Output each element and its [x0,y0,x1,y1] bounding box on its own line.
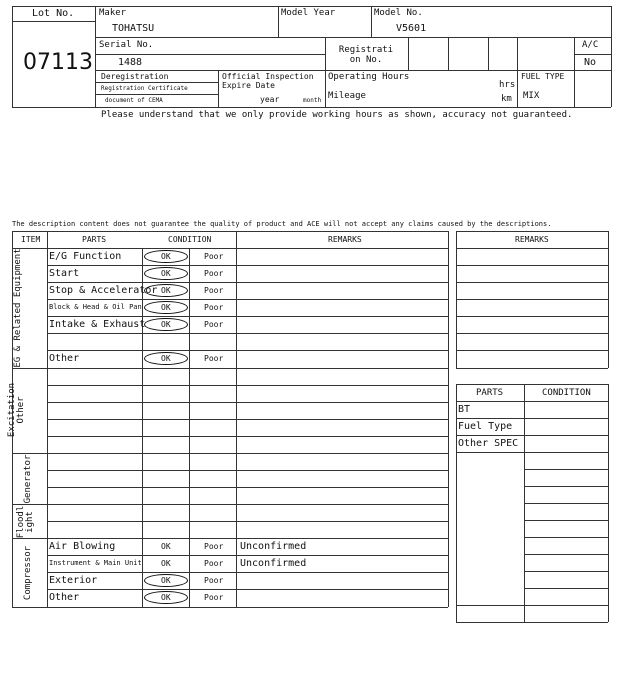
right-remarks-title: REMARKS [515,235,549,244]
serial-label: Serial No. [99,40,154,50]
maker-value: TOHATSU [112,23,155,34]
col-condition: CONDITION [168,235,212,244]
hrs-label: hrs [499,80,516,90]
right-col-parts: PARTS [476,388,504,398]
eg-part-3: Block & Head & Oil Pan [49,303,142,311]
comp-ok-2: OK [161,576,171,585]
eg-part-6: Other [49,353,80,364]
eg-part-4: Intake & Exhaust [49,319,146,330]
comp-remark-1: Unconfirmed [240,558,307,569]
ac-label: A/C [582,40,599,50]
eg-part-0: E/G Function [49,251,122,262]
comp-poor-1: Poor [204,559,224,568]
lot-number: 07113 [23,50,93,75]
comp-ok-1: OK [161,559,171,568]
eg-poor-6: Poor [204,354,224,363]
lot-label: Lot No. [32,8,75,19]
eg-ok-4: OK [161,320,171,329]
right-part-bt: BT [458,404,471,415]
comp-poor-2: Poor [204,576,224,585]
comp-remark-0: Unconfirmed [240,541,307,552]
mileage-label: Mileage [328,91,366,101]
right-col-condition: CONDITION [542,388,591,398]
fuel-type-value: MIX [523,91,540,101]
section-compressor: Compressor [23,545,33,601]
serial-value: 1488 [118,57,143,68]
maker-label: Maker [99,8,127,18]
comp-part-3: Other [49,592,80,603]
eg-ok-1: OK [161,269,171,278]
eg-poor-1: Poor [204,269,224,278]
km-label: km [501,94,512,104]
ac-value: No [584,57,597,68]
eg-poor-0: Poor [204,252,224,261]
eg-ok-6: OK [161,354,171,363]
comp-part-0: Air Blowing [49,541,116,552]
eg-part-2: Stop & Accelerator [49,285,158,296]
year-label: year [260,95,280,104]
right-part-other-spec: Other SPEC [458,438,519,449]
registration-certificate-label: Registration Certificate [101,85,188,92]
comp-ok-0: OK [161,542,171,551]
section-excitation: Excitation Other [7,382,27,438]
eg-ok-0: OK [161,252,171,261]
comp-part-1: Instrument & Main Unit [49,559,142,567]
model-year-label: Model Year [281,8,336,18]
eg-ok-2: OK [161,286,171,295]
month-label: month [303,97,322,104]
comp-poor-0: Poor [204,542,224,551]
model-no-label: Model No. [374,8,423,18]
operating-hours-label: Operating Hours [328,72,410,82]
fuel-type-label: FUEL TYPE [521,72,565,81]
eg-poor-3: Poor [204,303,224,312]
col-parts: PARTS [82,235,107,244]
registration-label: Registrati on No. [338,45,394,65]
cema-label: document of CEMA [105,97,163,104]
comp-poor-3: Poor [204,593,224,602]
eg-poor-4: Poor [204,320,224,329]
inspection-label: Official Inspection Expire Date [222,72,314,90]
eg-ok-3: OK [161,303,171,312]
eg-part-1: Start [49,268,80,279]
section-generator: Generator [23,454,33,504]
col-item: ITEM [21,235,41,244]
disclaimer: The description content does not guarantee the quality of product and ACE will not accept any claims caused by the descriptions. [12,220,552,228]
right-part-fuel-type: Fuel Type [458,421,513,432]
eg-poor-2: Poor [204,286,224,295]
col-remarks: REMARKS [328,235,362,244]
hours-note: Please understand that we only provide working hours as shown, accuracy not guaranteed. [101,110,573,120]
deregistration-label: Deregistration [101,72,169,81]
comp-ok-3: OK [161,593,171,602]
model-no-value: V5601 [396,23,427,34]
section-floodlight: Floodl ight [16,505,36,539]
section-eg: EG & Related Equipment [13,248,23,368]
comp-part-2: Exterior [49,575,98,586]
